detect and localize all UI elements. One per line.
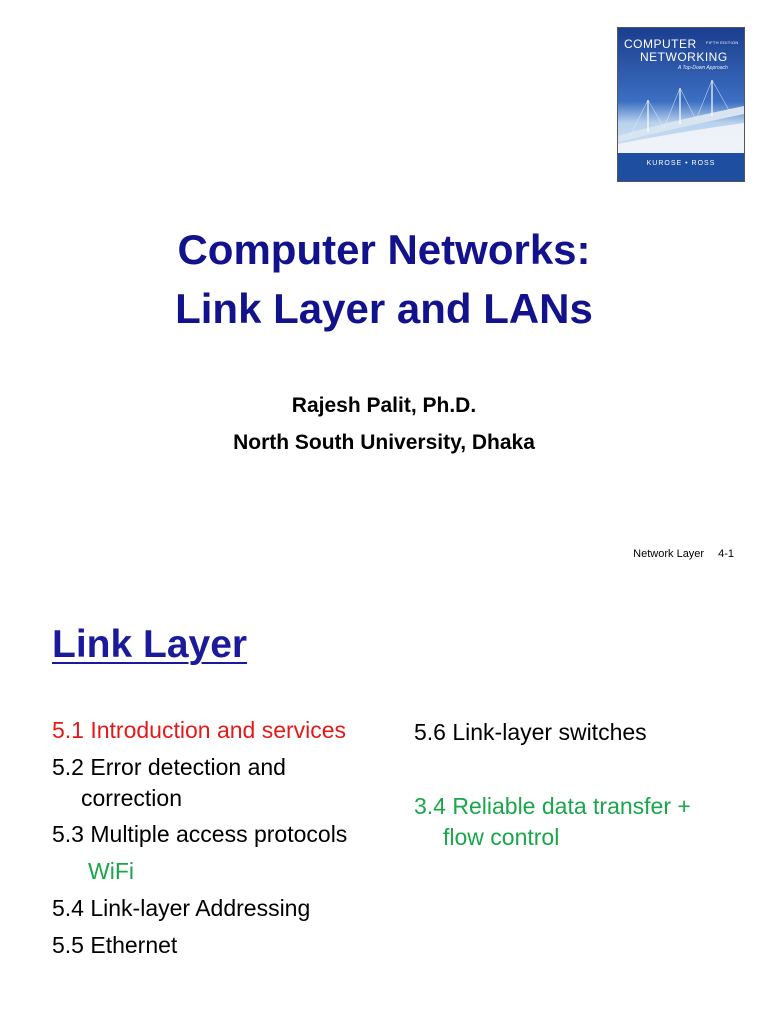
slide-heading: Link Layer xyxy=(52,623,248,666)
slide-footer xyxy=(633,548,734,560)
contents-slide xyxy=(0,588,768,1024)
book-cover xyxy=(617,27,745,182)
slide-title-line2: Link Layer and LANs xyxy=(175,285,593,332)
cover-band xyxy=(618,153,744,181)
author-affiliation: North South University, Dhaka xyxy=(233,431,535,454)
list-item: 5.2 Error detection and xyxy=(52,754,286,780)
list-item: WiFi xyxy=(88,858,134,884)
footer-section: Network Layer xyxy=(633,548,705,560)
list-item: 5.5 Ethernet xyxy=(52,932,178,958)
cover-title-line2: NETWORKING xyxy=(640,50,728,64)
footer-page-number: 4-1 xyxy=(718,548,734,560)
cover-edition: FIFTH EDITION xyxy=(706,40,739,45)
cover-authors: KUROSE • ROSS xyxy=(646,160,716,167)
list-item: correction xyxy=(81,785,182,811)
list-item: 5.6 Link-layer switches xyxy=(414,719,647,745)
author-name: Rajesh Palit, Ph.D. xyxy=(291,394,477,417)
slide-title-line1: Computer Networks: xyxy=(177,226,591,273)
cover-title-line1: COMPUTER xyxy=(624,37,697,51)
list-item: 5.3 Multiple access protocols xyxy=(52,821,348,847)
cover-subtitle: A Top-Down Approach xyxy=(678,65,728,71)
list-item: 5.4 Link-layer Addressing xyxy=(52,895,311,921)
list-item: 5.1 Introduction and services xyxy=(52,717,347,743)
list-item: 3.4 Reliable data transfer + xyxy=(414,793,691,819)
list-item: flow control xyxy=(443,824,560,850)
